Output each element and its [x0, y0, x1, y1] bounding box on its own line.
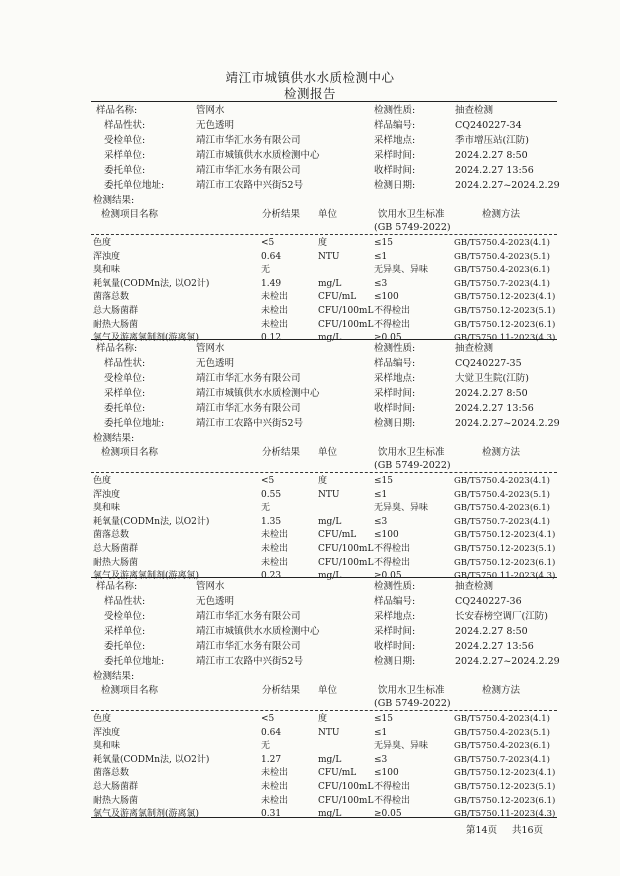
- cell-unit: CFU/100mL: [318, 319, 374, 330]
- cell-unit: NTU: [318, 251, 340, 262]
- cell-standard: ≤100: [374, 530, 399, 541]
- cell-result: 1.35: [261, 516, 282, 527]
- cell-standard: ≤3: [374, 278, 388, 289]
- info-row-sample-name: [0, 341, 620, 356]
- cell-method: GB/T5750.12-2023(5.1): [454, 544, 556, 554]
- cell-method: GB/T5750.4-2023(6.1): [454, 503, 550, 514]
- header-unit: 单位: [318, 685, 338, 696]
- section-top-rule: [91, 339, 557, 340]
- header-unit: 单位: [318, 447, 338, 458]
- header-result: 分析结果: [262, 685, 301, 696]
- cell-item: 耗氧量(CODMn法, 以O2计): [93, 516, 210, 527]
- value-sample-property: 无色透明: [196, 120, 235, 131]
- cell-result: 未检出: [261, 782, 289, 792]
- result-row: [0, 713, 620, 726]
- cell-item: 总大肠菌群: [93, 782, 139, 792]
- cell-unit: NTU: [318, 727, 340, 738]
- result-row: [0, 557, 620, 570]
- cell-result: 0.23: [261, 571, 282, 582]
- cell-result: 未检出: [261, 530, 289, 541]
- results-label: 检测结果:: [93, 195, 135, 206]
- cell-standard: 不得检出: [374, 306, 411, 316]
- value-inspection-type: 抽查检测: [455, 343, 494, 354]
- cell-item: 色度: [93, 714, 112, 724]
- header-unit: 单位: [318, 209, 338, 220]
- cell-item: 总大肠菌群: [93, 306, 139, 316]
- label-inspected-unit: 受检单位:: [104, 373, 146, 384]
- result-row: [0, 305, 620, 318]
- report-org-title: 靖江市城镇供水水质检测中心: [225, 70, 395, 85]
- cell-unit: CFU/mL: [318, 768, 357, 779]
- cell-standard: ≤1: [374, 489, 388, 500]
- cell-method: GB/T5750.4-2023(6.1): [454, 265, 550, 276]
- cell-standard: ≤15: [374, 476, 393, 486]
- result-row: [0, 516, 620, 529]
- info-row-sample-name: [0, 579, 620, 594]
- cell-method: GB/T5750.4-2023(5.1): [454, 727, 550, 738]
- cell-method: GB/T5750.12-2023(4.1): [454, 768, 556, 779]
- info-row-inspected-unit: [0, 133, 620, 148]
- result-row: [0, 489, 620, 502]
- cell-item: 臭和味: [93, 265, 121, 276]
- value-sample-property: 无色透明: [196, 358, 235, 369]
- result-row: [0, 291, 620, 304]
- cell-unit: CFU/100mL: [318, 795, 374, 806]
- header-result: 分析结果: [262, 209, 301, 220]
- value-inspected-unit: 靖江市华汇水务有限公司: [196, 373, 301, 384]
- value-client-unit: 靖江市华汇水务有限公司: [196, 165, 301, 176]
- cell-unit: mg/L: [318, 809, 342, 820]
- cell-result: 未检出: [261, 292, 289, 303]
- header-item: 检测项目名称: [101, 447, 159, 458]
- value-sampling-unit: 靖江市城镇供水水质检测中心: [196, 150, 320, 161]
- value-sample-no: CQ240227-35: [455, 358, 522, 369]
- info-row-sample-property: [0, 356, 620, 371]
- cell-result: 未检出: [261, 768, 289, 779]
- bottom-rule: [91, 817, 557, 818]
- label-sample-name: 样品名称:: [96, 105, 138, 116]
- cell-result: 无: [261, 741, 271, 752]
- value-receive-time: 2024.2.27 13:56: [455, 165, 534, 176]
- info-row-client-unit: [0, 163, 620, 178]
- result-row: [0, 767, 620, 780]
- cell-item: 耗氧量(CODMn法, 以O2计): [93, 754, 210, 765]
- cell-result: 1.27: [261, 754, 282, 765]
- footer-page-number: 第14页: [466, 825, 498, 836]
- cell-result: 无: [261, 503, 271, 514]
- cell-item: 菌落总数: [93, 530, 130, 541]
- label-inspection-type: 检测性质:: [374, 105, 416, 116]
- report-subtitle: 检测报告: [283, 86, 336, 101]
- value-sampling-unit: 靖江市城镇供水水质检测中心: [196, 626, 320, 637]
- cell-standard: ≤1: [374, 727, 388, 738]
- cell-standard: 不得检出: [374, 557, 411, 568]
- cell-method: GB/T5750.7-2023(4.1): [454, 278, 550, 289]
- cell-result: 无: [261, 265, 271, 276]
- cell-item: 臭和味: [93, 741, 121, 752]
- header-method: 检测方法: [482, 209, 521, 220]
- cell-standard: ≥0.05: [374, 571, 402, 582]
- cell-result: 未检出: [261, 544, 289, 554]
- cell-item: 耐热大肠菌: [93, 557, 139, 568]
- cell-unit: CFU/100mL: [318, 544, 374, 554]
- value-inspection-date: 2024.2.27~2024.2.29: [455, 656, 560, 667]
- cell-unit: NTU: [318, 489, 340, 500]
- cell-unit: mg/L: [318, 278, 342, 289]
- table-header-rule: [91, 472, 557, 473]
- header-method: 检测方法: [482, 447, 521, 458]
- cell-item: 浑浊度: [93, 251, 121, 262]
- value-receive-time: 2024.2.27 13:56: [455, 403, 534, 414]
- cell-unit: CFU/mL: [318, 292, 357, 303]
- cell-item: 氯气及游离氯制剂(游离氯): [93, 809, 200, 820]
- value-client-unit: 靖江市华汇水务有限公司: [196, 403, 301, 414]
- result-row: [0, 278, 620, 291]
- label-sample-property: 样品性状:: [104, 120, 146, 131]
- cell-standard: ≤3: [374, 516, 388, 527]
- cell-method: GB/T5750.4-2023(4.1): [454, 238, 550, 248]
- info-row-sampling-unit: [0, 386, 620, 401]
- label-inspection-date: 检测日期:: [374, 180, 416, 191]
- cell-standard: ≤15: [374, 238, 393, 248]
- label-sampling-time: 采样时间:: [374, 150, 416, 161]
- cell-item: 浑浊度: [93, 489, 121, 500]
- cell-unit: CFU/mL: [318, 530, 357, 541]
- label-receive-time: 收样时间:: [374, 165, 416, 176]
- value-client-address: 靖江市工农路中兴街52号: [196, 656, 304, 667]
- label-inspection-type: 检测性质:: [374, 581, 416, 592]
- label-sample-name: 样品名称:: [96, 343, 138, 354]
- info-row-sampling-unit: [0, 624, 620, 639]
- label-sampling-unit: 采样单位:: [104, 388, 146, 399]
- label-sampling-unit: 采样单位:: [104, 150, 146, 161]
- value-sampling-site: 季市增压站(江防): [455, 135, 529, 146]
- cell-item: 耐热大肠菌: [93, 319, 139, 330]
- label-sample-no: 样品编号:: [374, 120, 416, 131]
- result-row: [0, 727, 620, 740]
- label-sample-name: 样品名称:: [96, 581, 138, 592]
- cell-standard: 不得检出: [374, 319, 411, 330]
- value-inspected-unit: 靖江市华汇水务有限公司: [196, 135, 301, 146]
- cell-standard: ≥0.05: [374, 333, 402, 344]
- info-row-inspected-unit: [0, 609, 620, 624]
- cell-unit: CFU/100mL: [318, 782, 374, 792]
- result-row: [0, 529, 620, 542]
- section-top-rule: [91, 101, 557, 102]
- cell-method: GB/T5750.11-2023(4.3): [454, 809, 556, 820]
- label-inspected-unit: 受检单位:: [104, 611, 146, 622]
- value-sampling-unit: 靖江市城镇供水水质检测中心: [196, 388, 320, 399]
- cell-item: 菌落总数: [93, 768, 130, 779]
- label-client-address: 委托单位地址:: [104, 180, 165, 191]
- cell-method: GB/T5750.12-2023(6.1): [454, 795, 556, 806]
- label-sampling-site: 采样地点:: [374, 135, 416, 146]
- info-row-sample-property: [0, 594, 620, 609]
- cell-unit: mg/L: [318, 516, 342, 527]
- label-sample-property: 样品性状:: [104, 358, 146, 369]
- footer-total-pages: 共16页: [512, 825, 544, 836]
- header-standard: 饮用水卫生标准: [378, 209, 445, 220]
- cell-result: 未检出: [261, 557, 289, 568]
- cell-result: <5: [261, 238, 275, 248]
- info-row-inspected-unit: [0, 371, 620, 386]
- cell-method: GB/T5750.12-2023(5.1): [454, 782, 556, 792]
- value-client-unit: 靖江市华汇水务有限公司: [196, 641, 301, 652]
- value-client-address: 靖江市工农路中兴街52号: [196, 418, 304, 429]
- cell-result: 0.64: [261, 251, 282, 262]
- cell-item: 耐热大肠菌: [93, 795, 139, 806]
- value-inspection-type: 抽查检测: [455, 581, 494, 592]
- cell-unit: mg/L: [318, 754, 342, 765]
- cell-method: GB/T5750.7-2023(4.1): [454, 516, 550, 527]
- value-sampling-site: 长安春榜空调厂(江防): [455, 611, 548, 622]
- value-inspection-type: 抽查检测: [455, 105, 494, 116]
- header-method: 检测方法: [482, 685, 521, 696]
- cell-method: GB/T5750.11-2023(4.3): [454, 571, 556, 582]
- label-receive-time: 收样时间:: [374, 641, 416, 652]
- cell-method: GB/T5750.12-2023(5.1): [454, 306, 556, 316]
- value-inspection-date: 2024.2.27~2024.2.29: [455, 180, 560, 191]
- cell-standard: ≤15: [374, 714, 393, 724]
- cell-method: GB/T5750.7-2023(4.1): [454, 754, 550, 765]
- cell-method: GB/T5750.4-2023(6.1): [454, 741, 550, 752]
- result-row: [0, 781, 620, 794]
- cell-unit: 度: [318, 238, 328, 248]
- cell-item: 氯气及游离氯制剂(游离氯): [93, 333, 200, 344]
- result-row: [0, 502, 620, 515]
- result-row: [0, 475, 620, 488]
- label-client-address: 委托单位地址:: [104, 656, 165, 667]
- results-label: 检测结果:: [93, 671, 135, 682]
- cell-standard: ≤100: [374, 768, 399, 779]
- result-row: [0, 319, 620, 332]
- label-receive-time: 收样时间:: [374, 403, 416, 414]
- cell-method: GB/T5750.11-2023(4.3): [454, 333, 556, 344]
- cell-unit: mg/L: [318, 571, 342, 582]
- label-sample-no: 样品编号:: [374, 596, 416, 607]
- header-standard: 饮用水卫生标准: [378, 685, 445, 696]
- cell-method: GB/T5750.4-2023(4.1): [454, 476, 550, 486]
- cell-method: GB/T5750.12-2023(6.1): [454, 557, 556, 568]
- value-sampling-time: 2024.2.27 8:50: [455, 626, 528, 637]
- cell-result: <5: [261, 714, 275, 724]
- cell-result: 0.12: [261, 333, 282, 344]
- label-inspection-date: 检测日期:: [374, 418, 416, 429]
- label-inspection-type: 检测性质:: [374, 343, 416, 354]
- info-row-sample-property: [0, 118, 620, 133]
- info-row-client-unit: [0, 401, 620, 416]
- cell-result: 1.49: [261, 278, 282, 289]
- cell-standard: 不得检出: [374, 544, 411, 554]
- value-sample-name: 管网水: [196, 105, 225, 116]
- section-top-rule: [91, 577, 557, 578]
- cell-standard: ≤100: [374, 292, 399, 303]
- table-header-rule: [91, 710, 557, 711]
- cell-item: 菌落总数: [93, 292, 130, 303]
- cell-method: GB/T5750.4-2023(5.1): [454, 489, 550, 500]
- header-item: 检测项目名称: [101, 685, 159, 696]
- cell-result: 0.55: [261, 489, 282, 500]
- result-row: [0, 795, 620, 808]
- value-sample-property: 无色透明: [196, 596, 235, 607]
- cell-unit: 度: [318, 476, 328, 486]
- cell-item: 总大肠菌群: [93, 544, 139, 554]
- result-row: [0, 237, 620, 250]
- label-sample-no: 样品编号:: [374, 358, 416, 369]
- cell-result: 未检出: [261, 795, 289, 806]
- label-sampling-time: 采样时间:: [374, 626, 416, 637]
- cell-standard: 不得检出: [374, 782, 411, 792]
- cell-item: 耗氧量(CODMn法, 以O2计): [93, 278, 210, 289]
- header-standard-code: (GB 5749-2022): [374, 222, 451, 233]
- label-sampling-time: 采样时间:: [374, 388, 416, 399]
- cell-item: 色度: [93, 476, 112, 486]
- info-row-sampling-unit: [0, 148, 620, 163]
- cell-result: 0.64: [261, 727, 282, 738]
- label-client-unit: 委托单位:: [104, 403, 146, 414]
- result-row: [0, 264, 620, 277]
- header-standard: 饮用水卫生标准: [378, 447, 445, 458]
- cell-standard: 无异臭、异味: [374, 265, 429, 276]
- cell-standard: ≤3: [374, 754, 388, 765]
- result-row: [0, 251, 620, 264]
- results-label: 检测结果:: [93, 433, 135, 444]
- result-row: [0, 740, 620, 753]
- result-row: [0, 543, 620, 556]
- info-row-client-address: [0, 178, 620, 193]
- value-sample-no: CQ240227-34: [455, 120, 522, 131]
- cell-method: GB/T5750.12-2023(4.1): [454, 530, 556, 541]
- cell-standard: ≤1: [374, 251, 388, 262]
- info-row-sample-name: [0, 103, 620, 118]
- label-sample-property: 样品性状:: [104, 596, 146, 607]
- cell-result: 0.31: [261, 809, 282, 820]
- cell-item: 臭和味: [93, 503, 121, 514]
- cell-unit: CFU/100mL: [318, 306, 374, 316]
- value-inspected-unit: 靖江市华汇水务有限公司: [196, 611, 301, 622]
- cell-item: 浑浊度: [93, 727, 121, 738]
- info-row-client-address: [0, 416, 620, 431]
- info-row-client-address: [0, 654, 620, 669]
- value-sampling-time: 2024.2.27 8:50: [455, 150, 528, 161]
- value-sample-name: 管网水: [196, 581, 225, 592]
- value-sample-name: 管网水: [196, 343, 225, 354]
- label-sampling-site: 采样地点:: [374, 611, 416, 622]
- cell-method: GB/T5750.4-2023(5.1): [454, 251, 550, 262]
- cell-standard: 不得检出: [374, 795, 411, 806]
- value-sampling-time: 2024.2.27 8:50: [455, 388, 528, 399]
- cell-standard: 无异臭、异味: [374, 503, 429, 514]
- label-client-unit: 委托单位:: [104, 641, 146, 652]
- label-inspection-date: 检测日期:: [374, 656, 416, 667]
- cell-method: GB/T5750.12-2023(4.1): [454, 292, 556, 303]
- header-standard-code: (GB 5749-2022): [374, 460, 451, 471]
- table-header-rule: [91, 234, 557, 235]
- label-sampling-site: 采样地点:: [374, 373, 416, 384]
- header-standard-code: (GB 5749-2022): [374, 698, 451, 709]
- value-client-address: 靖江市工农路中兴街52号: [196, 180, 304, 191]
- cell-unit: mg/L: [318, 333, 342, 344]
- value-sample-no: CQ240227-36: [455, 596, 522, 607]
- value-sampling-site: 大觉卫生院(江防): [455, 373, 529, 384]
- label-client-address: 委托单位地址:: [104, 418, 165, 429]
- cell-item: 色度: [93, 238, 112, 248]
- cell-method: GB/T5750.12-2023(6.1): [454, 319, 556, 330]
- cell-result: 未检出: [261, 306, 289, 316]
- result-row: [0, 808, 620, 821]
- label-sampling-unit: 采样单位:: [104, 626, 146, 637]
- cell-standard: 无异臭、异味: [374, 741, 429, 752]
- label-client-unit: 委托单位:: [104, 165, 146, 176]
- info-row-client-unit: [0, 639, 620, 654]
- value-inspection-date: 2024.2.27~2024.2.29: [455, 418, 560, 429]
- cell-standard: ≥0.05: [374, 809, 402, 820]
- cell-result: <5: [261, 476, 275, 486]
- cell-unit: 度: [318, 714, 328, 724]
- label-inspected-unit: 受检单位:: [104, 135, 146, 146]
- cell-unit: CFU/100mL: [318, 557, 374, 568]
- header-item: 检测项目名称: [101, 209, 159, 220]
- header-result: 分析结果: [262, 447, 301, 458]
- value-receive-time: 2024.2.27 13:56: [455, 641, 534, 652]
- cell-method: GB/T5750.4-2023(4.1): [454, 714, 550, 724]
- cell-item: 氯气及游离氯制剂(游离氯): [93, 571, 200, 582]
- cell-result: 未检出: [261, 319, 289, 330]
- result-row: [0, 754, 620, 767]
